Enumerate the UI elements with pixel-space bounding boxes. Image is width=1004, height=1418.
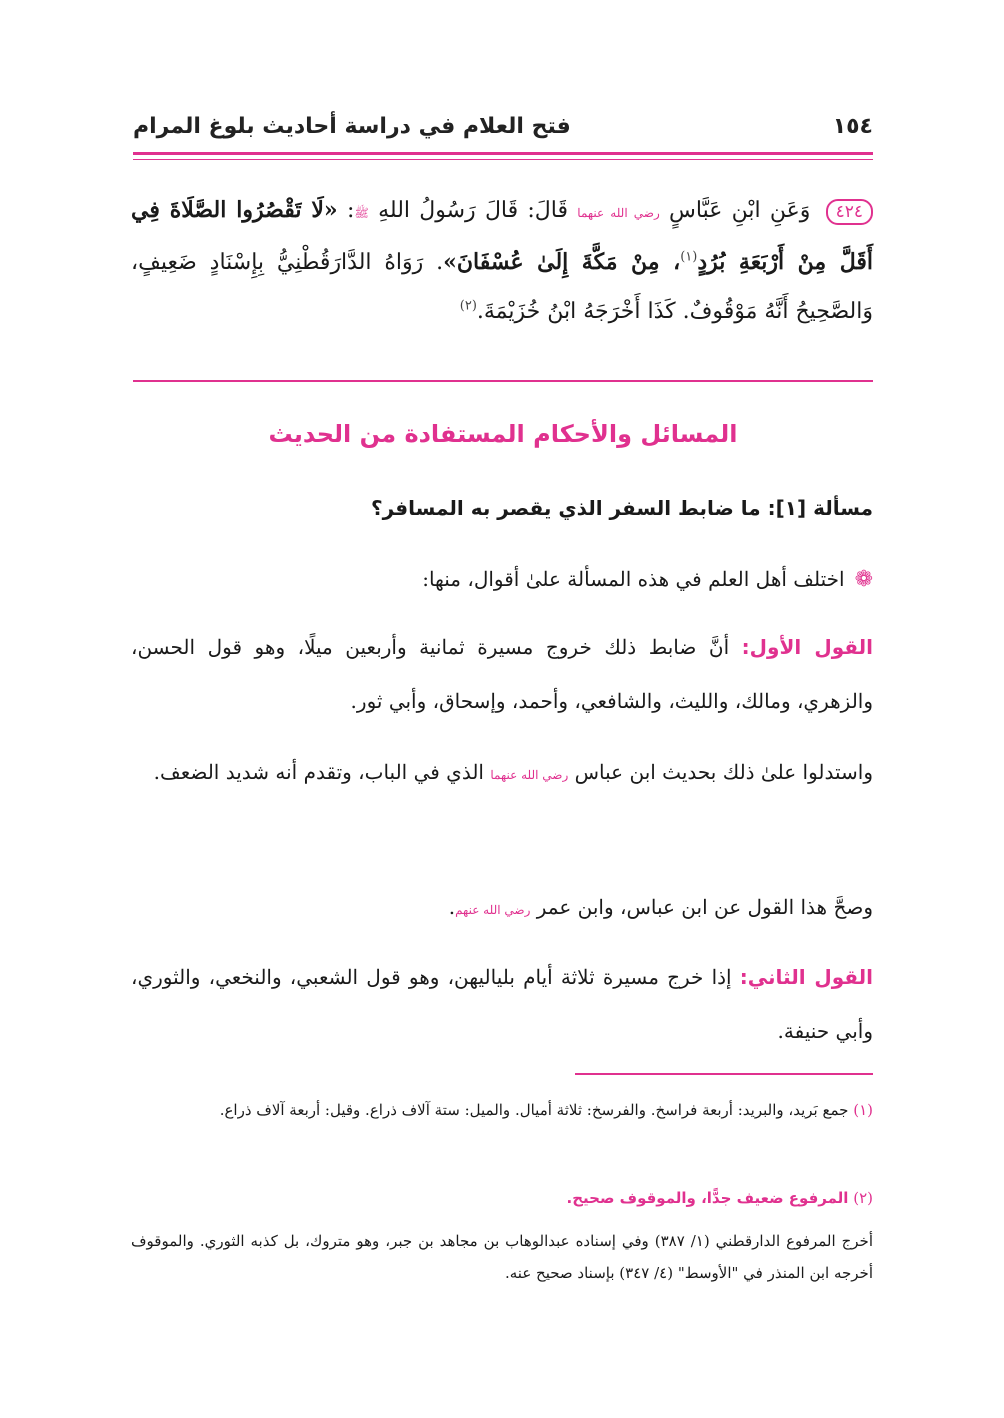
first-opinion-label: القول الأول: — [741, 635, 873, 659]
footnote-1 — [131, 1094, 873, 1126]
honorific-ra-icon: رضي الله عنهم — [455, 903, 531, 917]
hadith-matn: «لَا تَقْصُرُوا الصَّلَاةَ فِي أَقَلَّ مِنْ أَرْبَعَةِ بُرُدٍ — [131, 197, 874, 275]
page-number: ١٥٤ — [832, 114, 873, 139]
footnote-1-text: جمع بَريد، والبريد: أربعة فراسخ. والفرسخ: ثلاثة أميال. والميل: ستة آلاف ذراع. وقيل: أربعة آلاف ذراع. — [219, 1101, 849, 1119]
honorific-ra-icon: رضي الله عنهما — [490, 768, 569, 782]
footnote-separator — [575, 1073, 873, 1075]
book-title: فتح العلام في دراسة أحاديث بلوغ المرام — [133, 114, 571, 139]
hadith-divider — [133, 380, 873, 382]
footnote-1-number: (١) — [853, 1101, 873, 1119]
hadith-isnad-2: قَالَ: قَالَ رَسُولُ اللهِ — [378, 198, 569, 223]
header-rule-thick — [133, 152, 873, 155]
first-opinion-paragraph — [131, 620, 873, 728]
honorific-saw-icon: ﷺ — [354, 206, 369, 220]
footnote-2-heading — [131, 1182, 873, 1214]
honorific-ra-icon: رضي الله عنهما — [577, 206, 660, 220]
footnote-ref-2[interactable]: (٢) — [459, 298, 477, 314]
evidence-text-1: واستدلوا علىٰ ذلك بحديث ابن عباس — [574, 760, 873, 784]
authenticity-period: . — [448, 895, 456, 919]
footnote-2-verdict: المرفوع ضعيف جدًّا، والموقوف صحيح. — [566, 1189, 849, 1207]
header-rule-thin — [133, 159, 873, 160]
hadith-matn-2: ، مِنْ مَكَّةَ إِلَىٰ عُسْفَانَ» — [443, 249, 681, 275]
evidence-text-2: الذي في الباب، وتقدم أنه شديد الضعف. — [153, 760, 484, 784]
second-opinion-paragraph — [131, 950, 873, 1058]
intro-text: اختلف أهل العلم في هذه المسألة علىٰ أقوال، منها: — [422, 567, 845, 591]
section-title: المسائل والأحكام المستفادة من الحديث — [268, 420, 738, 448]
first-opinion-text: أنَّ ضابط ذلك خروج مسيرة ثمانية وأربعين ميلًا، وهو قول الحسن، والزهري، ومالك، والليث، والشافعي، وأحمد، وإسحاق، وأبي ثور. — [131, 635, 873, 713]
hadith-colon: : — [346, 198, 355, 223]
second-opinion-label: القول الثاني: — [739, 965, 873, 989]
hadith-text — [131, 186, 873, 336]
page-header — [133, 112, 873, 148]
intro-paragraph — [131, 552, 873, 607]
footnote-2-text — [131, 1225, 873, 1289]
footnote-2-body: أخرج المرفوع الدارقطني (١/ ٣٨٧) وفي إسناده عبدالوهاب بن مجاهد بن جبر، وهو متروك، بل كذبه الثوري. والموقوف أخرجه ابن المنذر في "الأوسط" (٤/ ٣٤٧) بإسناد صحيح عنه. — [131, 1232, 873, 1282]
flower-ornament-icon: ❁ — [854, 567, 873, 592]
hadith-takhrij: . رَوَاهُ الدَّارَقُطْنِيُّ بِإِسْنَادٍ ضَعِيفٍ، وَالصَّحِيحُ أَنَّهُ مَوْقُوفٌ. كَذَا أَخْرَجَهُ ابْنُ خُزَيْمَةَ. — [131, 250, 873, 324]
hadith-isnad: وَعَنِ ابْنِ عَبَّاسٍ — [669, 198, 811, 223]
evidence-paragraph — [131, 745, 873, 802]
hadith-number-badge: ٤٢٤ — [826, 199, 873, 225]
question-heading: مسألة [١]: ما ضابط السفر الذي يقصر به المسافر؟ — [370, 496, 873, 520]
authenticity-text: وصحَّ هذا القول عن ابن عباس، وابن عمر — [536, 895, 873, 919]
footnote-2-number: (٢) — [853, 1189, 873, 1207]
footnote-ref-1[interactable]: (١) — [680, 249, 698, 265]
second-opinion-text: إذا خرج مسيرة ثلاثة أيام بلياليهن، وهو قول الشعبي، والنخعي، والثوري، وأبي حنيفة. — [131, 965, 873, 1043]
authenticity-paragraph — [131, 880, 873, 937]
